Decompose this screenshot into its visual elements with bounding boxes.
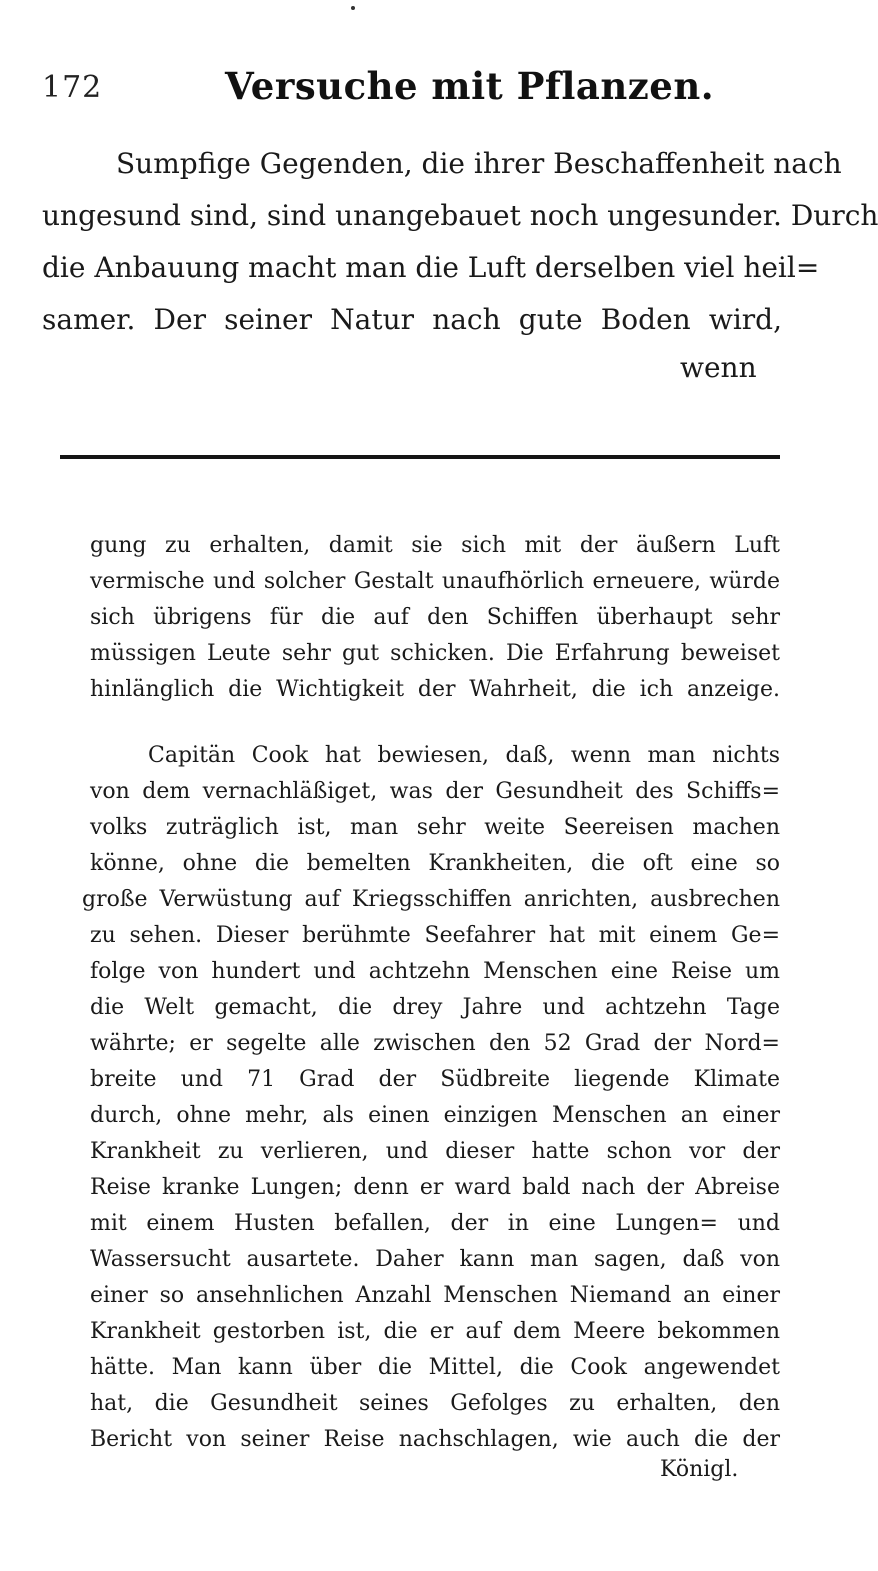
footnote-line: Krankheit gestorben ist, die er auf dem Meere bekommen bbox=[90, 1319, 780, 1344]
footnote-paragraph bbox=[82, 738, 780, 1458]
page-number: 172 bbox=[42, 70, 103, 105]
footnote-line: könne, ohne die bemelten Krankheiten, die oft eine so bbox=[90, 851, 780, 876]
footnote-line: Wassersucht ausartete. Daher kann man sagen, daß von bbox=[90, 1247, 780, 1272]
footnote-line: breite und 71 Grad der Südbreite liegende Klimate bbox=[90, 1067, 780, 1092]
footnote-line: von dem vernachläßiget, was der Gesundheit des Schiffs= bbox=[90, 779, 780, 804]
footnote-line: Krankheit zu verlieren, und dieser hatte schon vor der bbox=[90, 1139, 780, 1164]
footnote-line: gung zu erhalten, damit sie sich mit der äußern Luft bbox=[90, 533, 780, 558]
footnote-line: hätte. Man kann über die Mittel, die Cook angewendet bbox=[90, 1355, 780, 1380]
ink-speck bbox=[351, 6, 355, 10]
footnote-line: hinlänglich die Wichtigkeit der Wahrheit, die ich anzeige. bbox=[90, 677, 780, 702]
text-line: die Anbauung macht man die Luft derselben viel heil= bbox=[42, 251, 820, 284]
footnote-line: vermische und solcher Gestalt unaufhörlich erneuere, würde bbox=[90, 569, 780, 594]
footnote-line: Capitän Cook hat bewiesen, daß, wenn man nichts bbox=[148, 743, 780, 768]
footnote-line: hat, die Gesundheit seines Gefolges zu erhalten, den bbox=[90, 1391, 780, 1416]
footnote-line: folge von hundert und achtzehn Menschen eine Reise um bbox=[90, 959, 780, 984]
main-text-paragraph bbox=[42, 138, 878, 346]
running-head: Versuche mit Pflanzen. bbox=[225, 64, 715, 108]
footnote-line: einer so ansehnlichen Anzahl Menschen Niemand an einer bbox=[90, 1283, 780, 1308]
footnote-line: volks zuträglich ist, man sehr weite Seereisen machen bbox=[90, 815, 780, 840]
catchword: wenn bbox=[680, 351, 757, 384]
footnote-line: Reise kranke Lungen; denn er ward bald nach der Abreise bbox=[90, 1175, 780, 1200]
catchword: Königl. bbox=[660, 1457, 739, 1482]
text-line: samer. Der seiner Natur nach gute Boden wird, bbox=[42, 303, 782, 336]
footnote-line: währte; er segelte alle zwischen den 52 Grad der Nord= bbox=[90, 1031, 780, 1056]
footnote-line: durch, ohne mehr, als einen einzigen Menschen an einer bbox=[90, 1103, 780, 1128]
footnote-line: Bericht von seiner Reise nachschlagen, wie auch die der bbox=[90, 1427, 780, 1452]
footnote-line: zu sehen. Dieser berühmte Seefahrer hat mit einem Ge= bbox=[90, 923, 780, 948]
footnote-line: die Welt gemacht, die drey Jahre und achtzehn Tage bbox=[90, 995, 780, 1020]
footnote-divider bbox=[60, 455, 780, 459]
footnote-line: große Verwüstung auf Kriegsschiffen anrichten, ausbrechen bbox=[82, 887, 780, 912]
footnote-line: sich übrigens für die auf den Schiffen überhaupt sehr bbox=[90, 605, 780, 630]
footnote-paragraph bbox=[90, 528, 780, 708]
text-line: ungesund sind, sind unangebauet noch ungesunder. Durch bbox=[42, 199, 878, 232]
text-line: Sumpfige Gegenden, die ihrer Beschaffenheit nach bbox=[116, 147, 842, 180]
footnote-line: mit einem Husten befallen, der in eine Lungen= und bbox=[90, 1211, 780, 1236]
footnote-line: müssigen Leute sehr gut schicken. Die Erfahrung beweiset bbox=[90, 641, 780, 666]
